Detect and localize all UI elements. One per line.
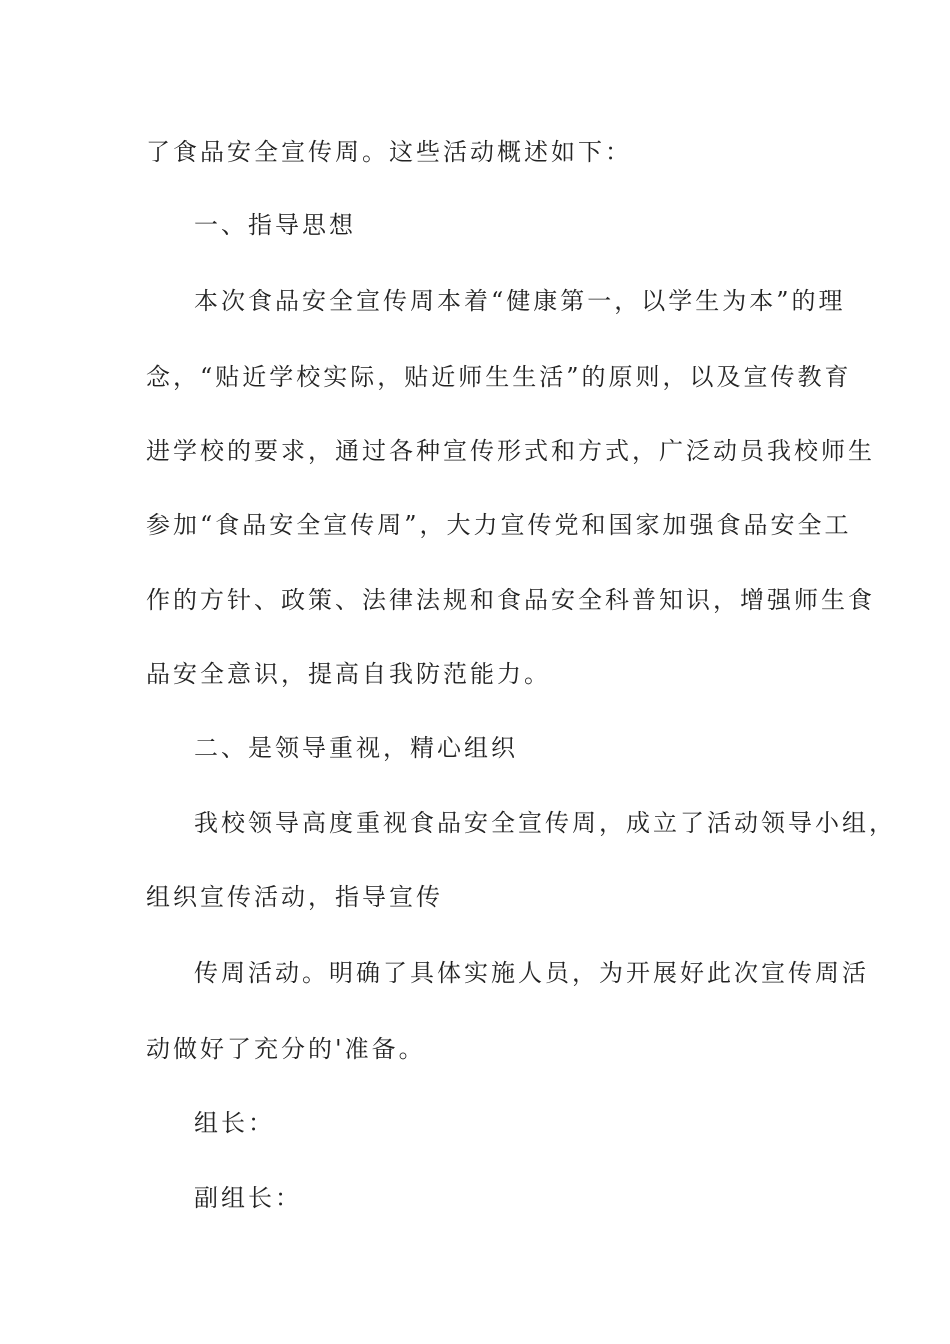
section-heading-guiding-thought: 一、指导思想 [194, 211, 356, 239]
paragraph-line: 组织宣传活动，指导宣传 [146, 883, 443, 911]
paragraph-line: 参加“食品安全宣传周”，大力宣传党和国家加强食品安全工 [146, 511, 852, 539]
paragraph-line: 了食品安全宣传周。这些活动概述如下： [146, 138, 632, 166]
paragraph-line: 传周活动。明确了具体实施人员，为开展好此次宣传周活 [194, 959, 869, 987]
paragraph-line: 品安全意识，提高自我防范能力。 [146, 660, 551, 688]
paragraph-line: 进学校的要求，通过各种宣传形式和方式，广泛动员我校师生 [146, 437, 875, 465]
paragraph-line: 作的方针、政策、法律法规和食品安全科普知识，增强师生食 [146, 586, 875, 614]
deputy-group-leader-label: 副组长： [194, 1184, 302, 1212]
paragraph-line: 本次食品安全宣传周本着“健康第一，以学生为本”的理 [194, 287, 846, 315]
group-leader-label: 组长： [194, 1109, 275, 1137]
paragraph-line: 我校领导高度重视食品安全宣传周，成立了活动领导小组， [194, 809, 896, 837]
paragraph-line: 念，“贴近学校实际，贴近师生生活”的原则，以及宣传教育 [146, 363, 852, 391]
section-heading-leadership: 二、是领导重视，精心组织 [194, 734, 518, 762]
paragraph-line: 动做好了充分的'准备。 [146, 1035, 426, 1063]
